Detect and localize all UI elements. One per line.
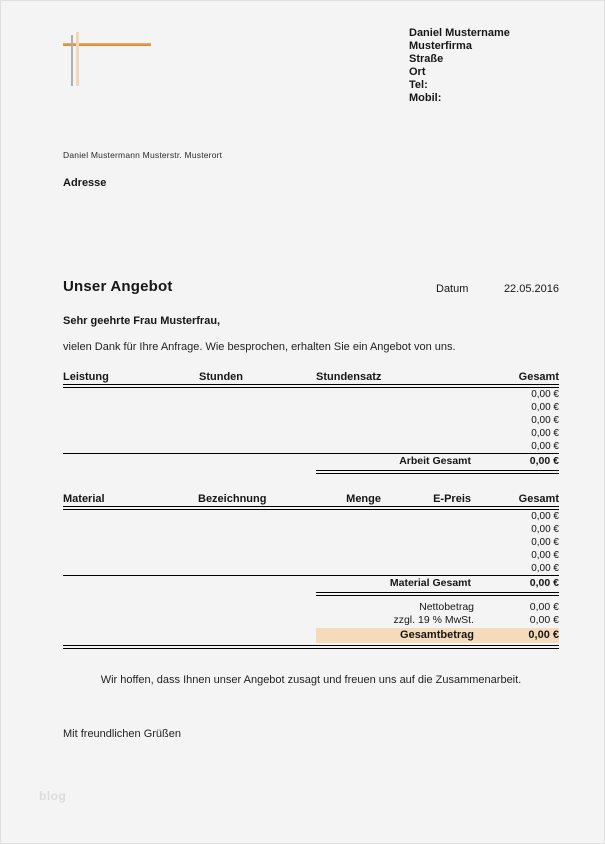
grand-total-label: Gesamtbetrag bbox=[400, 629, 474, 641]
col-gesamt: Gesamt bbox=[518, 493, 559, 505]
table-row: 0,00 € bbox=[531, 389, 559, 400]
grand-total-value: 0,00 € bbox=[528, 629, 559, 641]
document-title: Unser Angebot bbox=[63, 278, 173, 295]
grand-double-rule bbox=[63, 645, 559, 649]
sender-mobile: Mobil: bbox=[409, 92, 442, 104]
col-stunden: Stunden bbox=[199, 371, 243, 383]
logo-vertical-gray-line bbox=[71, 35, 73, 86]
table-row: 0,00 € bbox=[531, 511, 559, 522]
intro-text: vielen Dank für Ihre Anfrage. Wie besprochen, erhalten Sie ein Angebot von uns. bbox=[63, 341, 456, 353]
work-total-label: Arbeit Gesamt bbox=[399, 455, 471, 467]
net-value: 0,00 € bbox=[529, 601, 559, 613]
col-material: Material bbox=[63, 493, 105, 505]
table-row: 0,00 € bbox=[531, 428, 559, 439]
closing-line: Wir hoffen, dass Ihnen unser Angebot zusagt und freuen uns auf die Zusammenarbeit. bbox=[100, 674, 522, 686]
net-label: Nettobetrag bbox=[419, 601, 474, 613]
single-rule bbox=[63, 453, 559, 454]
sender-company: Musterfirma bbox=[409, 40, 472, 52]
total-double-rule bbox=[316, 470, 559, 474]
material-total-row bbox=[63, 577, 559, 590]
single-rule bbox=[63, 575, 559, 576]
table-row: 0,00 € bbox=[531, 415, 559, 426]
col-epreis: E-Preis bbox=[433, 493, 471, 505]
total-double-rule bbox=[316, 592, 559, 596]
vat-row bbox=[63, 614, 559, 627]
material-table-header bbox=[63, 492, 559, 506]
sender-address-block bbox=[409, 27, 510, 105]
salutation: Sehr geehrte Frau Musterfrau, bbox=[63, 315, 221, 327]
work-table bbox=[63, 370, 559, 474]
return-address-line: Daniel Mustermann Musterstr. Musterort bbox=[63, 150, 223, 160]
sender-phone: Tel: bbox=[409, 79, 428, 91]
col-bezeichnung: Bezeichnung bbox=[198, 493, 267, 505]
sender-street: Straße bbox=[409, 53, 444, 65]
table-row: 0,00 € bbox=[531, 402, 559, 413]
sender-city: Ort bbox=[409, 66, 426, 78]
col-menge: Menge bbox=[346, 493, 381, 505]
net-row bbox=[63, 601, 559, 614]
col-gesamt: Gesamt bbox=[518, 371, 559, 383]
sender-name: Daniel Mustername bbox=[409, 27, 510, 39]
table-row: 0,00 € bbox=[531, 550, 559, 561]
work-table-header bbox=[63, 370, 559, 384]
col-leistung: Leistung bbox=[63, 371, 109, 383]
title-row bbox=[63, 278, 559, 298]
blog-watermark: blog bbox=[39, 789, 67, 803]
date-value: 22.05.2016 bbox=[503, 283, 559, 295]
vat-label: zzgl. 19 % MwSt. bbox=[393, 614, 474, 626]
table-row: 0,00 € bbox=[531, 537, 559, 548]
material-total-value: 0,00 € bbox=[529, 577, 559, 589]
logo-vertical-tan-line bbox=[76, 32, 79, 86]
material-table bbox=[63, 492, 559, 596]
table-row: 0,00 € bbox=[531, 524, 559, 535]
table-row: 0,00 € bbox=[531, 563, 559, 574]
date-label: Datum bbox=[436, 283, 469, 295]
work-total-value: 0,00 € bbox=[529, 455, 559, 467]
summary-block bbox=[63, 601, 559, 649]
signoff: Mit freundlichen Grüßen bbox=[63, 728, 181, 740]
material-total-label: Material Gesamt bbox=[389, 577, 471, 589]
grand-total-row bbox=[316, 628, 559, 643]
work-total-row bbox=[63, 455, 559, 468]
vat-value: 0,00 € bbox=[529, 614, 559, 626]
recipient-address-label: Adresse bbox=[63, 177, 107, 189]
table-row: 0,00 € bbox=[531, 441, 559, 452]
col-stundensatz: Stundensatz bbox=[316, 371, 382, 383]
